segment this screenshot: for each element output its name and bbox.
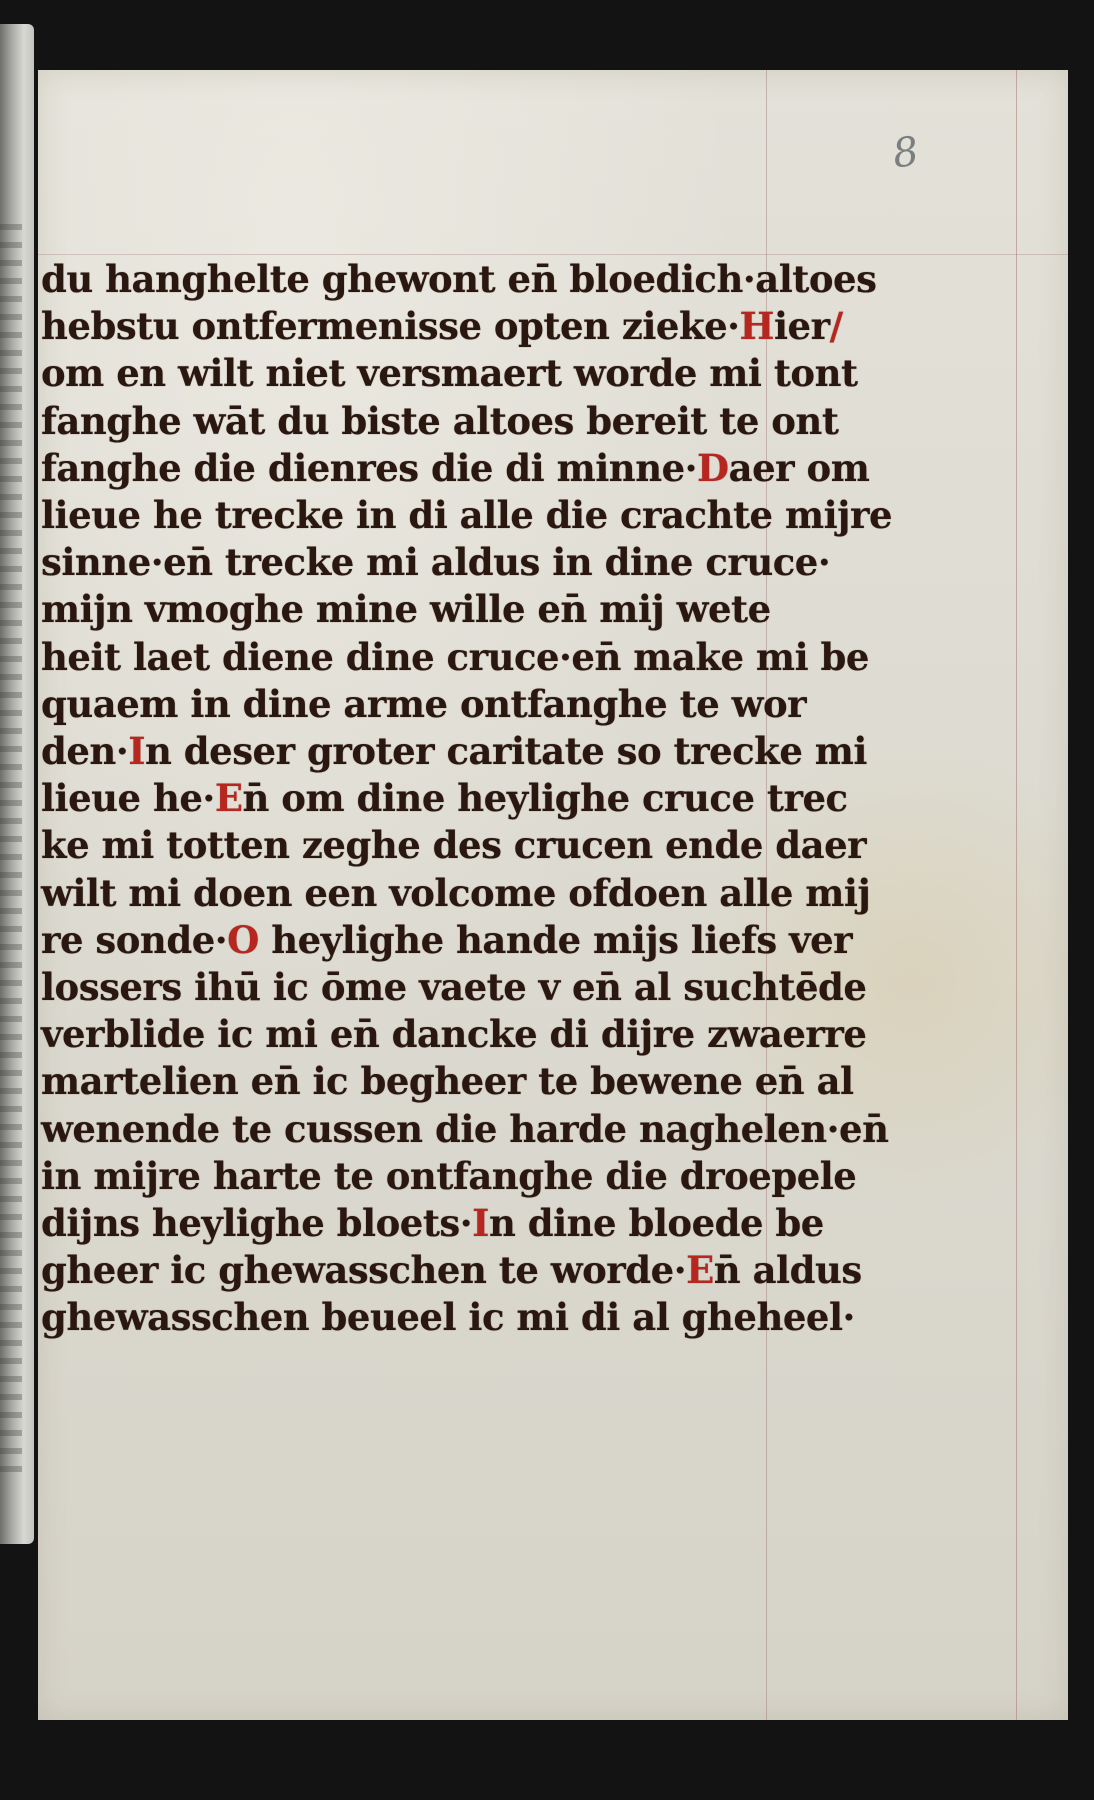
text-segment: wilt mi doen een volcome ofdoen alle mij <box>41 870 871 915</box>
rubric-initial: E <box>686 1248 714 1293</box>
text-line <box>41 634 869 681</box>
text-line <box>41 445 870 492</box>
text-segment: heylighe hande mijs liefs ver <box>258 917 853 962</box>
text-line <box>41 1106 889 1153</box>
text-segment: n dine bloede be <box>488 1201 824 1246</box>
text-segment: fanghe die dienres die di minne· <box>41 445 698 490</box>
text-segment: verblide ic mi en̄ dancke di dijre zwaerre <box>41 1012 867 1057</box>
text-line <box>41 775 848 822</box>
text-line <box>41 1247 862 1294</box>
text-segment: aer om <box>728 445 870 490</box>
text-segment: lieue he trecke in di alle die crachte mijre <box>41 493 893 538</box>
manuscript-leaf <box>38 70 1068 1720</box>
text-block <box>41 256 893 1342</box>
text-segment: om en wilt niet versmaert worde mi tont <box>41 351 858 396</box>
text-segment: quaem in dine arme ontfanghe te wor <box>41 681 807 726</box>
text-segment: dijns heylighe bloets· <box>41 1201 473 1246</box>
text-segment: sinne·en̄ trecke mi aldus in dine cruce· <box>41 540 831 585</box>
text-segment: du hanghelte ghewont en̄ bloedich·altoes <box>41 257 877 301</box>
folio-number: 8 <box>889 128 922 178</box>
preceding-pages-edge <box>0 24 34 1544</box>
text-segment: n̄ om dine heylighe cruce trec <box>242 776 848 821</box>
rubric-initial: D <box>697 445 729 490</box>
text-segment: hebstu ontfermenisse opten zieke· <box>41 304 740 349</box>
text-segment: fanghe wāt du biste altoes bereit te ont <box>41 398 839 443</box>
rubric-initial: O <box>227 917 259 962</box>
text-line <box>41 681 807 728</box>
text-segment: wenende te cussen die harde naghelen·en̄ <box>41 1106 889 1151</box>
text-line <box>41 1294 855 1341</box>
text-bleed-through <box>0 224 22 1484</box>
text-segment: ier <box>773 304 830 349</box>
text-segment: lieue he· <box>41 776 215 821</box>
rubric-initial: I <box>128 729 146 774</box>
text-segment: den· <box>41 729 129 774</box>
text-segment: gheer ic ghewasschen te worde· <box>41 1248 687 1293</box>
rubric-initial: E <box>214 776 243 821</box>
text-line <box>41 1011 867 1058</box>
text-line <box>41 822 867 869</box>
text-line <box>41 1200 824 1247</box>
rubric-initial: I <box>472 1201 489 1246</box>
rubric-initial: H <box>739 304 774 349</box>
text-segment: ke mi totten zeghe des crucen ende daer <box>41 823 867 868</box>
text-segment: ghewasschen beueel ic mi di al gheheel· <box>41 1295 855 1340</box>
ruling-line-top <box>38 254 1068 255</box>
text-segment: mijn vmoghe mine wille en̄ mij wete <box>41 587 771 632</box>
text-line <box>41 917 853 964</box>
text-segment: martelien en̄ ic begheer te bewene en̄ al <box>41 1059 854 1104</box>
text-line <box>41 303 843 350</box>
text-line <box>41 350 858 397</box>
text-segment: re sonde· <box>41 917 228 962</box>
ruling-line-outer <box>1016 70 1017 1720</box>
text-line <box>41 256 877 303</box>
text-line <box>41 586 801 633</box>
rubric-initial: / <box>829 304 843 349</box>
text-segment: lossers ihū ic ōme vaete v en̄ al suchtēde <box>41 965 867 1010</box>
text-line <box>41 964 867 1011</box>
text-line <box>41 492 893 539</box>
text-segment: n̄ aldus <box>713 1248 862 1293</box>
text-line <box>41 728 867 775</box>
text-line <box>41 1153 857 1200</box>
text-segment: heit laet diene dine cruce·en̄ make mi be <box>41 634 869 679</box>
text-segment: in mijre harte te ontfanghe die droepele <box>41 1153 857 1198</box>
text-line <box>41 870 871 917</box>
text-line <box>41 1058 854 1105</box>
text-line <box>41 539 831 586</box>
text-segment: n deser groter caritate so trecke mi <box>145 729 867 774</box>
text-line <box>41 398 839 445</box>
